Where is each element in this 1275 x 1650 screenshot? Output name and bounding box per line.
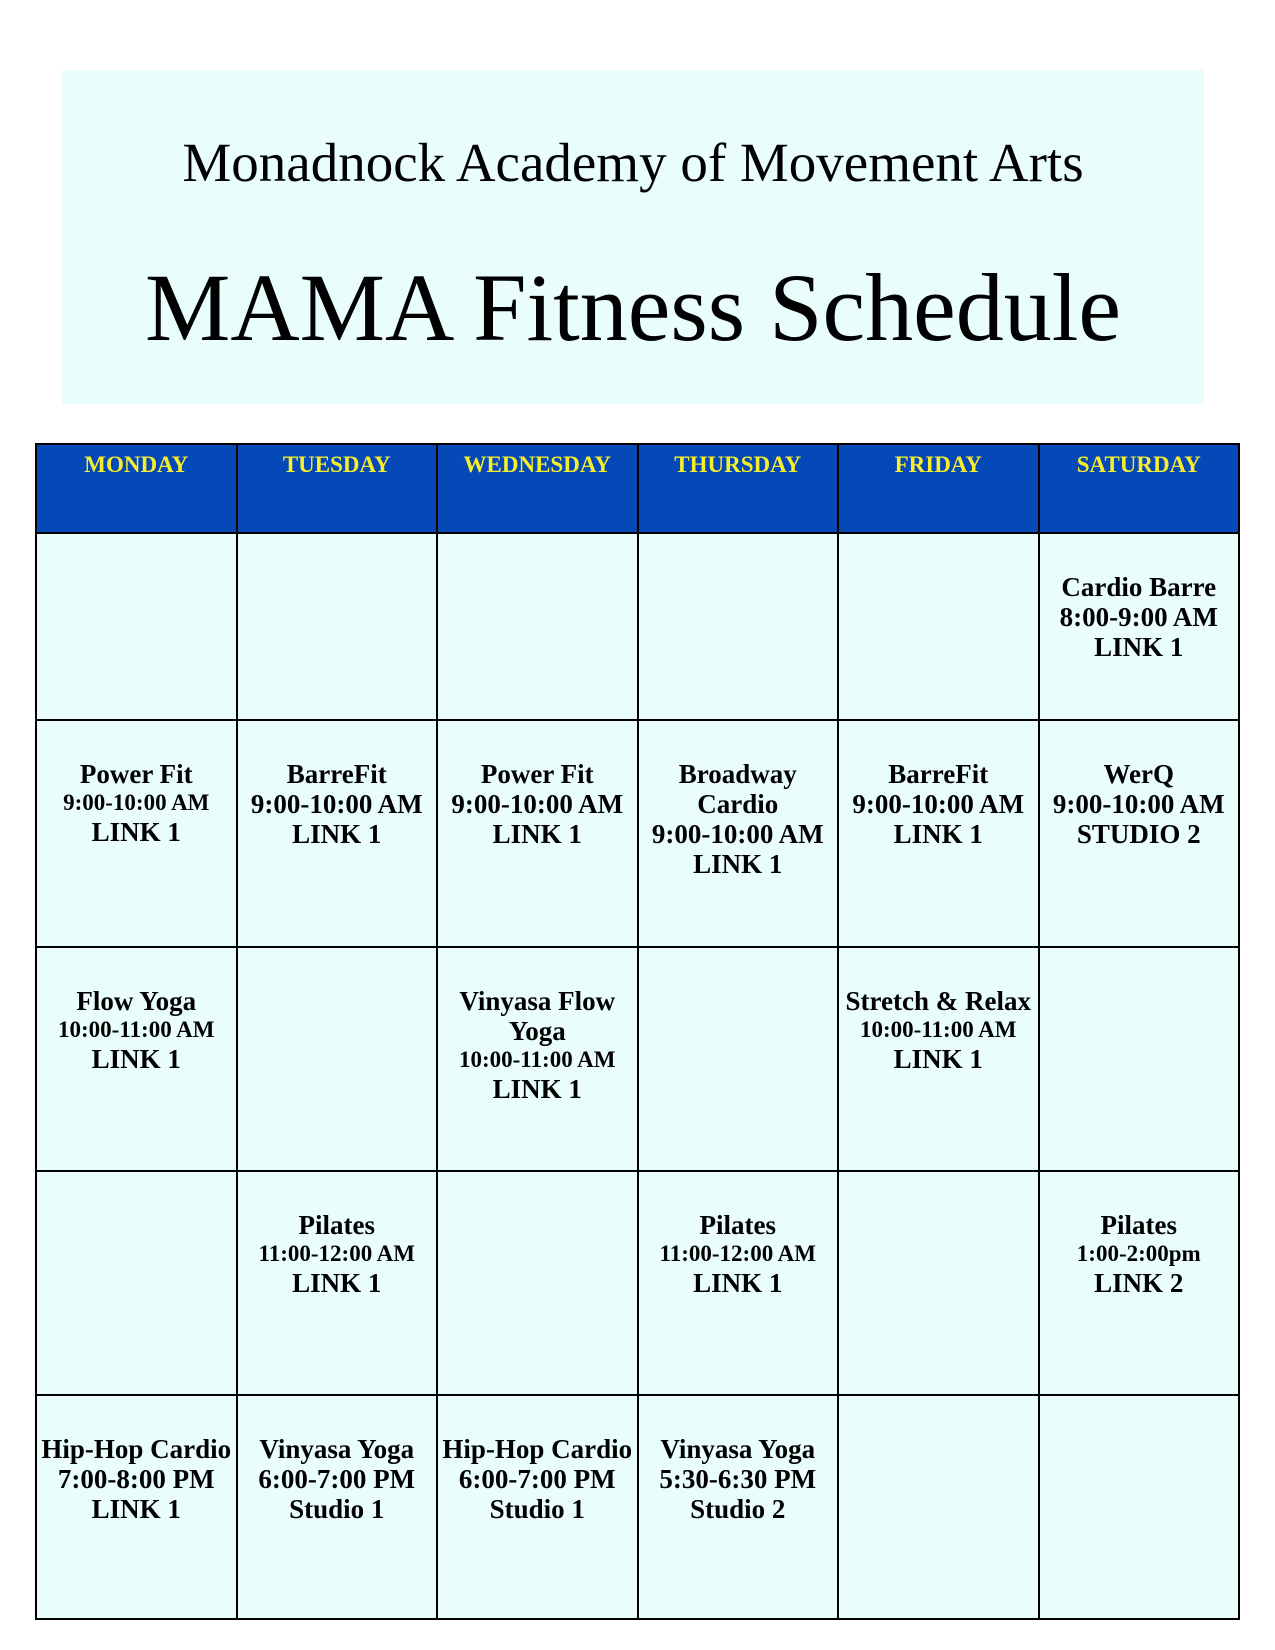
class-cell: [36, 720, 237, 947]
class-cell: [1039, 720, 1240, 947]
class-location: LINK 1: [1094, 632, 1184, 662]
class-name: Pilates: [1100, 1210, 1177, 1240]
class-time: 10:00-11:00 AM: [458, 1047, 616, 1072]
class-location: LINK 1: [292, 1268, 382, 1298]
class-name: Hip-Hop Cardio: [442, 1434, 633, 1464]
class-location: Studio 2: [690, 1494, 786, 1524]
class-cell: [437, 1395, 638, 1619]
class-name: Vinyasa Flow Yoga: [459, 986, 616, 1046]
class-cell: [838, 947, 1039, 1171]
class-cell: [638, 720, 839, 947]
class-time: 8:00-9:00 AM: [1059, 602, 1218, 632]
schedule-table: [35, 443, 1240, 1620]
class-time: 5:30-6:30 PM: [659, 1464, 817, 1494]
empty-cell: [638, 947, 839, 1171]
class-location: LINK 2: [1094, 1268, 1184, 1298]
class-name: Hip-Hop Cardio: [41, 1434, 232, 1464]
class-location: Studio 1: [289, 1494, 385, 1524]
class-name: BarreFit: [888, 759, 989, 789]
empty-cell: [638, 533, 839, 720]
empty-cell: [36, 1171, 237, 1395]
schedule-row: [36, 1171, 1239, 1395]
class-location: LINK 1: [893, 1044, 983, 1074]
class-cell: [237, 1171, 438, 1395]
empty-cell: [36, 533, 237, 720]
class-time: 1:00-2:00pm: [1076, 1241, 1201, 1266]
schedule-row: [36, 947, 1239, 1171]
empty-cell: [1039, 947, 1240, 1171]
day-header-row: [36, 444, 1239, 533]
empty-cell: [1039, 1395, 1240, 1619]
class-name: Vinyasa Yoga: [259, 1434, 415, 1464]
class-location: LINK 1: [292, 819, 382, 849]
class-cell: [437, 947, 638, 1171]
day-header-thursday: THURSDAY: [638, 444, 839, 533]
class-time: 7:00-8:00 PM: [57, 1464, 215, 1494]
empty-cell: [437, 1171, 638, 1395]
empty-cell: [437, 533, 638, 720]
class-time: 10:00-11:00 AM: [859, 1017, 1017, 1042]
class-cell: [1039, 1171, 1240, 1395]
class-time: 10:00-11:00 AM: [57, 1017, 215, 1042]
class-cell: [638, 1171, 839, 1395]
class-name: Pilates: [298, 1210, 375, 1240]
class-name: Flow Yoga: [76, 986, 197, 1016]
class-name: Pilates: [699, 1210, 776, 1240]
class-location: LINK 1: [693, 849, 783, 879]
academy-name: Monadnock Academy of Movement Arts: [182, 132, 1084, 193]
class-location: LINK 1: [91, 817, 181, 847]
class-cell: [36, 1395, 237, 1619]
class-time: 9:00-10:00 AM: [651, 819, 824, 849]
day-header-tuesday: TUESDAY: [237, 444, 438, 533]
empty-cell: [237, 947, 438, 1171]
class-location: LINK 1: [91, 1494, 181, 1524]
header-banner: [62, 70, 1204, 404]
class-name: WerQ: [1103, 759, 1174, 789]
class-cell: [237, 720, 438, 947]
class-time: 9:00-10:00 AM: [250, 789, 423, 819]
empty-cell: [838, 533, 1039, 720]
class-time: 6:00-7:00 PM: [458, 1464, 616, 1494]
class-cell: [838, 720, 1039, 947]
class-name: Stretch & Relax: [845, 986, 1031, 1016]
class-name: Cardio Barre: [1061, 572, 1217, 602]
class-location: Studio 1: [489, 1494, 585, 1524]
class-cell: [36, 947, 237, 1171]
class-name: BarreFit: [286, 759, 387, 789]
schedule-row: [36, 533, 1239, 720]
schedule-row: [36, 1395, 1239, 1619]
class-location: STUDIO 2: [1076, 819, 1201, 849]
class-location: LINK 1: [492, 1074, 582, 1104]
class-location: LINK 1: [91, 1044, 181, 1074]
empty-cell: [838, 1171, 1039, 1395]
class-location: LINK 1: [693, 1268, 783, 1298]
schedule-row: [36, 720, 1239, 947]
class-time: 9:00-10:00 AM: [63, 790, 210, 815]
class-name: Power Fit: [480, 759, 594, 789]
class-cell: [237, 1395, 438, 1619]
class-time: 9:00-10:00 AM: [451, 789, 624, 819]
class-location: LINK 1: [893, 819, 983, 849]
class-name: Broadway Cardio: [678, 759, 797, 819]
empty-cell: [237, 533, 438, 720]
class-cell: [638, 1395, 839, 1619]
class-location: LINK 1: [492, 819, 582, 849]
class-time: 9:00-10:00 AM: [852, 789, 1025, 819]
class-name: Power Fit: [79, 759, 193, 789]
class-cell: [1039, 533, 1240, 720]
day-header-friday: FRIDAY: [838, 444, 1039, 533]
class-time: 6:00-7:00 PM: [258, 1464, 416, 1494]
day-header-wednesday: WEDNESDAY: [437, 444, 638, 533]
day-header-monday: MONDAY: [36, 444, 237, 533]
class-name: Vinyasa Yoga: [660, 1434, 816, 1464]
page-title: MAMA Fitness Schedule: [144, 254, 1122, 361]
empty-cell: [838, 1395, 1039, 1619]
class-cell: [437, 720, 638, 947]
class-time: 9:00-10:00 AM: [1052, 789, 1225, 819]
class-time: 11:00-12:00 AM: [659, 1241, 816, 1266]
day-header-saturday: SATURDAY: [1039, 444, 1240, 533]
class-time: 11:00-12:00 AM: [258, 1241, 415, 1266]
